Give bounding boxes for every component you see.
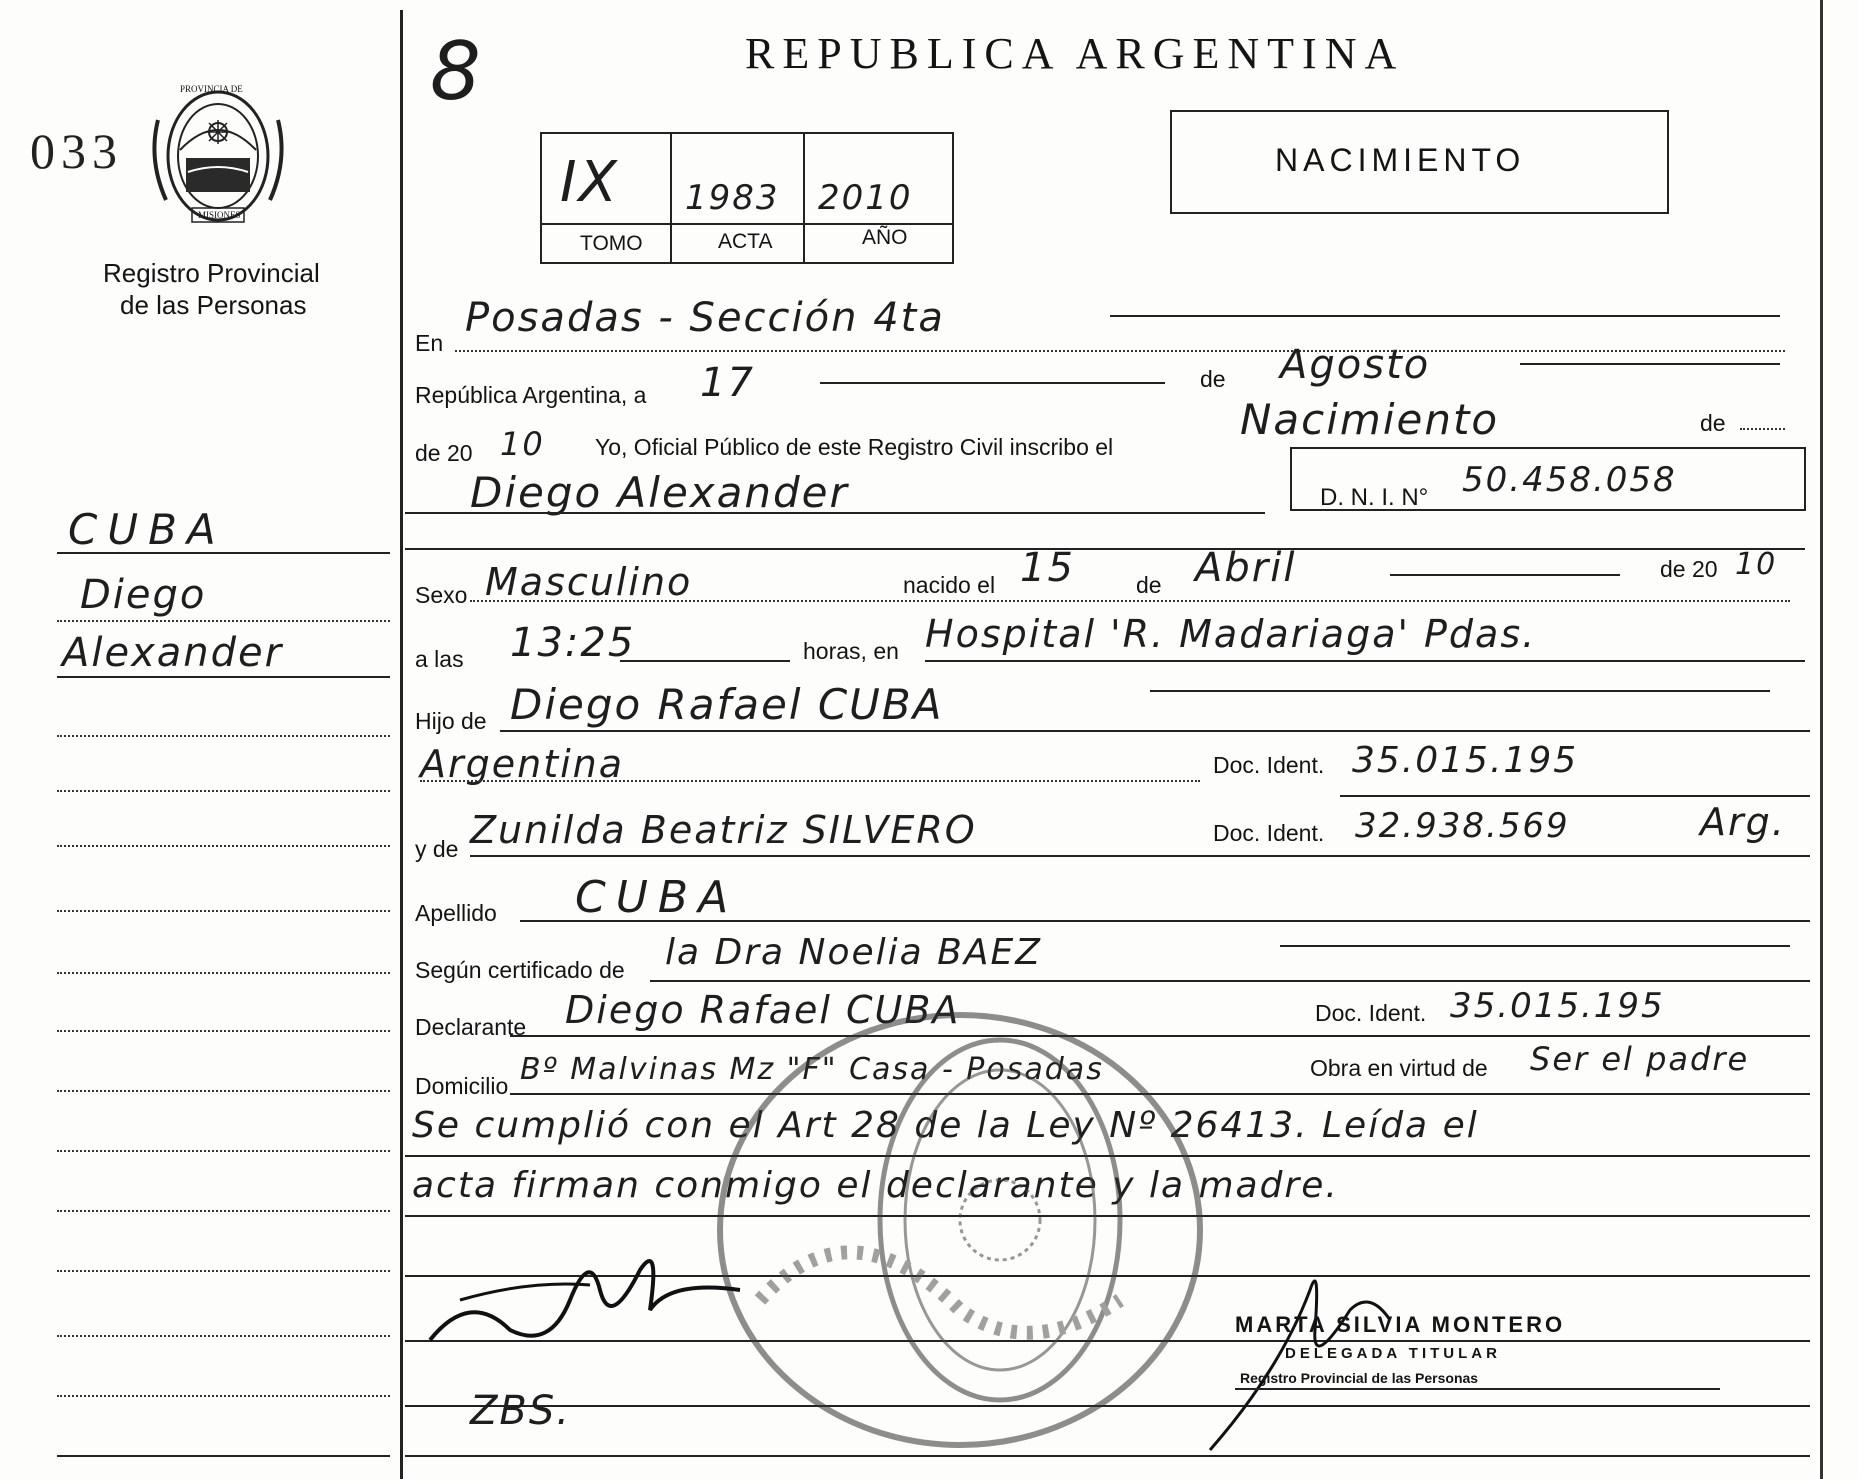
republica-label: República Argentina, a — [415, 382, 647, 408]
registry-name-line2: de las Personas — [120, 290, 307, 320]
dni-value: 50.458.058 — [1462, 460, 1677, 500]
oficial-label: Yo, Oficial Público de este Registro Civil inscribo el — [595, 434, 1114, 460]
margin-rule — [57, 552, 390, 554]
margin-given-1: Diego — [80, 572, 207, 618]
margin-rule — [57, 1335, 390, 1337]
table-divider — [670, 132, 672, 262]
field-rule — [455, 350, 1785, 352]
tomo-value: IX — [560, 150, 619, 215]
margin-rule — [57, 790, 390, 792]
field-rule — [1340, 795, 1810, 797]
domicilio-value: Bº Malvinas Mz "F" Casa - Posadas — [520, 1052, 1104, 1087]
father-value: Diego Rafael CUBA — [510, 680, 944, 729]
domicilio-label: Domicilio — [415, 1073, 509, 1099]
birth-month: Abril — [1195, 545, 1297, 591]
de20-label: de 20 — [1660, 556, 1718, 582]
ano-value: 2010 — [818, 178, 913, 218]
dni-label: D. N. I. N° — [1320, 484, 1429, 511]
margin-rule — [57, 1090, 390, 1092]
margin-surname: CUBA — [68, 505, 226, 554]
margin-given-2: Alexander — [62, 630, 284, 676]
field-rule — [1110, 315, 1780, 317]
field-rule — [500, 730, 1810, 732]
father-doc: 35.015.195 — [1352, 740, 1579, 781]
field-rule — [470, 855, 1810, 857]
margin-rule — [57, 1150, 390, 1152]
segun-value: la Dra Noelia BAEZ — [665, 932, 1042, 973]
apellido-label: Apellido — [415, 900, 497, 926]
field-rule — [520, 920, 1810, 922]
yde-label: y de — [415, 836, 459, 862]
declarante-label: Declarante — [415, 1014, 527, 1040]
doc-label-mother: Doc. Ident. — [1213, 820, 1325, 846]
obra-value: Ser el padre — [1530, 1040, 1750, 1078]
declarante-value: Diego Rafael CUBA — [565, 988, 961, 1032]
note-line-2: acta firman conmigo el declarante y la madre. — [412, 1165, 1339, 1206]
margin-rule — [57, 1210, 390, 1212]
table-divider — [803, 132, 805, 262]
hijo-label: Hijo de — [415, 708, 487, 734]
field-rule — [1520, 363, 1780, 365]
table-divider — [540, 223, 952, 225]
inscribo-value: Nacimiento — [1240, 395, 1500, 444]
nacido-label: nacido el — [903, 572, 996, 598]
father-nationality: Argentina — [420, 742, 625, 786]
declarante-doc: 35.015.195 — [1450, 986, 1665, 1026]
horas-label: horas, en — [803, 638, 899, 664]
serial-number: 033 — [30, 123, 123, 179]
seal-label-bottom: MISIONES — [198, 210, 241, 220]
field-rule — [1280, 945, 1790, 947]
page-left-border — [400, 10, 403, 1479]
field-rule — [470, 600, 1790, 602]
field-rule — [1150, 690, 1770, 692]
year-value: 10 — [500, 425, 545, 463]
margin-rule — [57, 845, 390, 847]
record-type: NACIMIENTO — [1275, 142, 1526, 178]
month-value: Agosto — [1280, 342, 1431, 388]
acta-label: ACTA — [718, 230, 773, 253]
mother-nationality: Arg. — [1700, 800, 1786, 844]
name-value: Diego Alexander — [470, 468, 849, 517]
sexo-label: Sexo — [415, 582, 468, 608]
birth-year: 10 — [1735, 547, 1778, 582]
margin-rule — [57, 676, 390, 678]
page-right-border — [1820, 0, 1823, 1479]
country-title: REPUBLICA ARGENTINA — [745, 29, 1405, 78]
day-value: 17 — [700, 360, 755, 406]
field-rule — [1390, 574, 1620, 576]
field-rule — [1740, 428, 1785, 430]
initials-signature: ZBS. — [470, 1388, 571, 1434]
margin-rule — [57, 910, 390, 912]
declarant-signature — [410, 1230, 760, 1350]
margin-rule — [57, 1270, 390, 1272]
corner-mark: 8 — [430, 25, 483, 118]
segun-label: Según certificado de — [415, 957, 625, 983]
official-stamp — [700, 1000, 1220, 1460]
de3-label: de — [1136, 572, 1162, 598]
place-value: Hospital 'R. Madariaga' Pdas. — [925, 612, 1537, 656]
margin-rule — [57, 620, 390, 622]
de2-label: de — [1700, 410, 1726, 436]
tomo-label: TOMO — [580, 232, 643, 255]
apellido-value: CUBA — [575, 872, 739, 923]
sexo-value: Masculino — [485, 560, 693, 604]
de-label: de — [1200, 366, 1226, 392]
official-office: Registro Provincial de las Personas — [1240, 1370, 1479, 1386]
misiones-seal — [148, 80, 288, 230]
margin-rule — [57, 1395, 390, 1397]
official-rule — [1235, 1388, 1720, 1390]
birth-day: 15 — [1020, 545, 1075, 591]
obra-label: Obra en virtud de — [1310, 1055, 1488, 1081]
doc-label-father: Doc. Ident. — [1213, 752, 1325, 778]
alas-label: a las — [415, 646, 464, 672]
doc-label-declarante: Doc. Ident. — [1315, 1000, 1427, 1026]
field-rule — [405, 512, 1265, 514]
margin-rule — [57, 1455, 390, 1457]
field-rule — [925, 660, 1805, 662]
en-value: Posadas - Sección 4ta — [465, 295, 945, 341]
seal-label-top: PROVINCIA DE — [180, 84, 243, 94]
en-label: En — [415, 330, 444, 356]
field-rule — [405, 548, 1805, 550]
official-name: MARTA SILVIA MONTERO — [1235, 1312, 1566, 1337]
margin-rule — [57, 1030, 390, 1032]
hour-value: 13:25 — [510, 620, 636, 666]
year-prefix-label: de 20 — [415, 440, 473, 466]
field-rule — [820, 382, 1165, 384]
note-line-1: Se cumplió con el Art 28 de la Ley Nº 26413. Leída el — [412, 1105, 1479, 1146]
margin-rule — [57, 735, 390, 737]
mother-value: Zunilda Beatriz SILVERO — [470, 808, 977, 852]
ano-label: AÑO — [862, 226, 908, 249]
official-title: DELEGADA TITULAR — [1285, 1345, 1501, 1362]
field-rule — [620, 660, 790, 662]
margin-rule — [57, 972, 390, 974]
field-rule — [420, 780, 1200, 782]
registry-name-line1: Registro Provincial — [103, 258, 320, 288]
field-rule — [650, 980, 1810, 982]
acta-value: 1983 — [685, 178, 780, 218]
mother-doc: 32.938.569 — [1355, 806, 1570, 846]
